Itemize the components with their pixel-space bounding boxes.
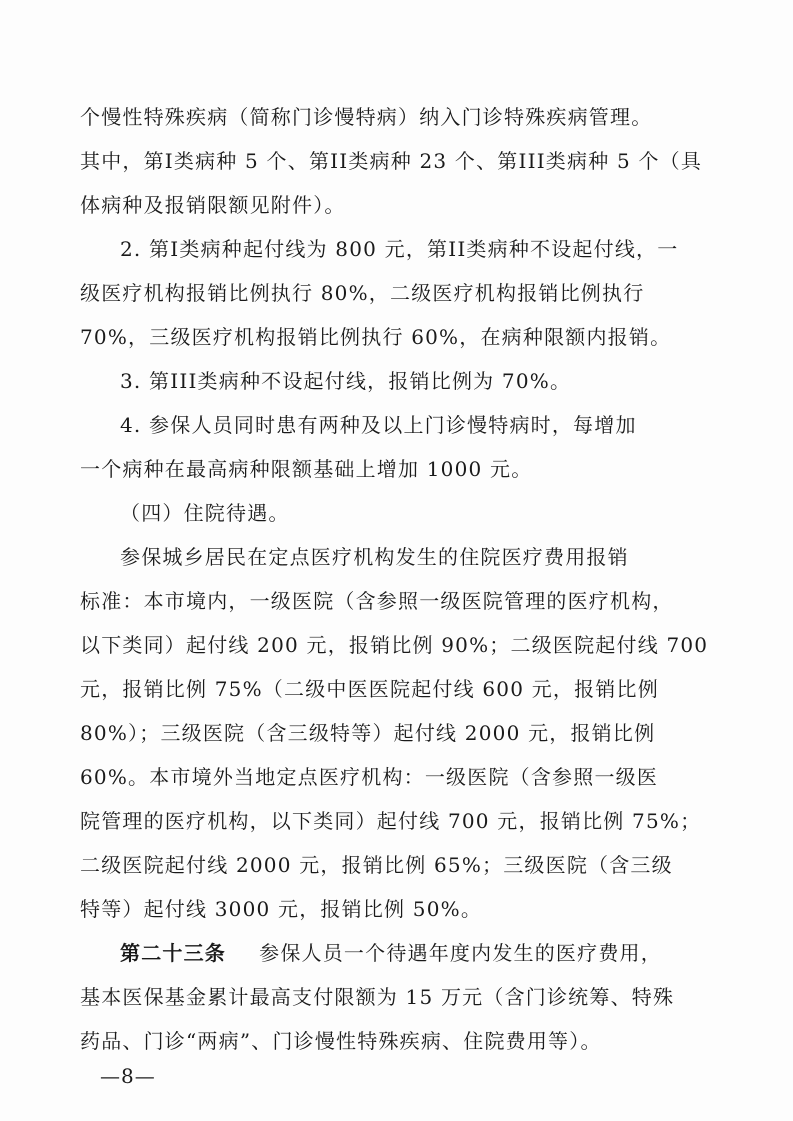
text-line: 元，报销比例 75%（二级中医医院起付线 600 元，报销比例 bbox=[80, 677, 659, 701]
text-line: 80%）；三级医院（含三级特等）起付线 2000 元，报销比例 bbox=[80, 721, 656, 745]
text-line: 基本医保基金累计最高支付限额为 15 万元（含门诊统筹、特殊 bbox=[80, 985, 675, 1009]
text-line: 二级医院起付线 2000 元，报销比例 65%；三级医院（含三级 bbox=[80, 853, 673, 877]
text-line: 4. 参保人员同时患有两种及以上门诊慢特病时，每增加 bbox=[120, 413, 637, 437]
text-line: 一个病种在最高病种限额基础上增加 1000 元。 bbox=[80, 457, 533, 481]
text-line: 特等）起付线 3000 元，报销比例 50%。 bbox=[80, 897, 483, 921]
article-23-line bbox=[120, 933, 720, 973]
text-line: 药品、门诊“两病”、门诊慢性特殊疾病、住院费用等）。 bbox=[80, 1029, 602, 1053]
text-line: 参保城乡居民在定点医疗机构发生的住院医疗费用报销 bbox=[120, 545, 629, 569]
article-heading: 第二十三条 bbox=[120, 941, 226, 965]
text-line: 其中，第I类病种 5 个、第II类病种 23 个、第III类病种 5 个（具 bbox=[80, 149, 703, 173]
article-text: 参保人员一个待遇年度内发生的医疗费用， bbox=[259, 941, 662, 965]
text-line: 标准：本市境内，一级医院（含参照一级医院管理的医疗机构， bbox=[80, 589, 674, 613]
text-line: 2. 第I类病种起付线为 800 元，第II类病种不设起付线，一 bbox=[120, 237, 679, 261]
text-line: 70%，三级医疗机构报销比例执行 60%，在病种限额内报销。 bbox=[80, 325, 672, 349]
text-line: 60%。本市境外当地定点医疗机构：一级医院（含参照一级医 bbox=[80, 765, 659, 789]
text-line: 以下类同）起付线 200 元，报销比例 90%；二级医院起付线 700 bbox=[80, 633, 709, 657]
section-heading: （四）住院待遇。 bbox=[120, 501, 290, 525]
page-number: —8— bbox=[100, 1064, 156, 1088]
text-line: 级医疗机构报销比例执行 80%，二级医疗机构报销比例执行 bbox=[80, 281, 645, 305]
text-line: 个慢性特殊疾病（简称门诊慢特病）纳入门诊特殊疾病管理。 bbox=[80, 105, 653, 129]
text-line: 3. 第III类病种不设起付线，报销比例为 70%。 bbox=[120, 369, 572, 393]
text-line: 院管理的医疗机构，以下类同）起付线 700 元，报销比例 75%； bbox=[80, 809, 702, 833]
text-line: 体病种及报销限额见附件）。 bbox=[80, 193, 346, 217]
